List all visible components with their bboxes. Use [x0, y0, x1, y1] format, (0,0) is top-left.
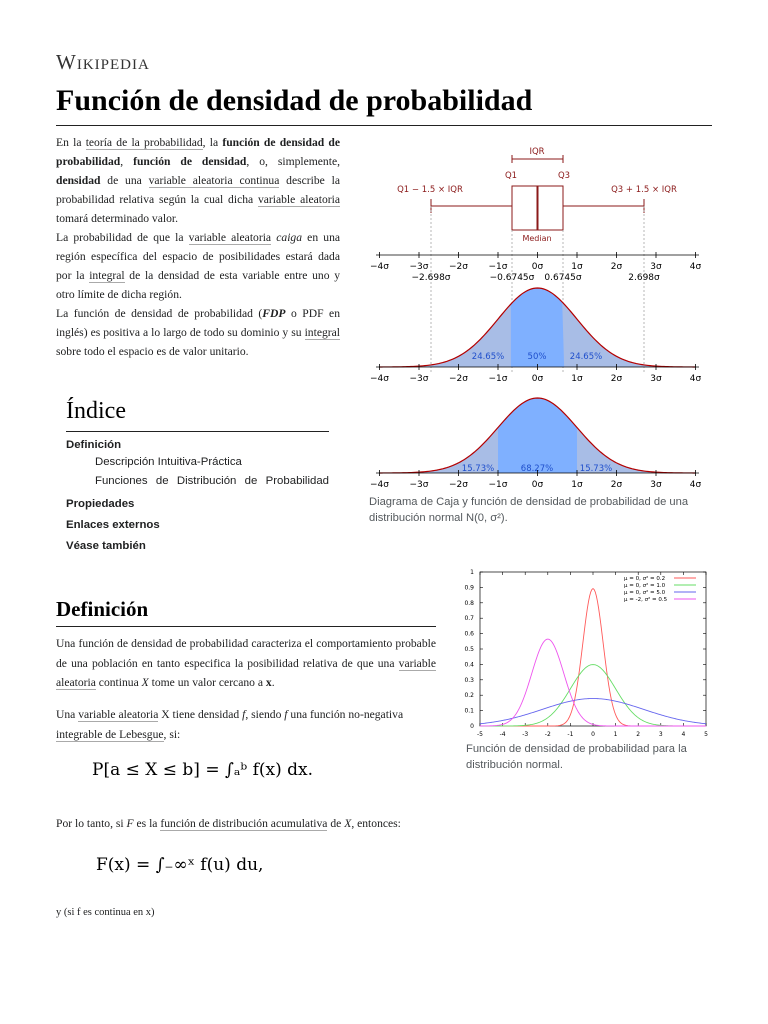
link-continuous-random-variable[interactable]: variable aleatoria continua	[148, 174, 280, 187]
italic-term: caiga	[276, 231, 303, 244]
table-of-contents	[66, 437, 329, 555]
axis-tick-label: 0σ	[531, 374, 544, 384]
intro-paragraph-2	[56, 228, 340, 304]
mark-06745: 0.6745σ	[544, 273, 582, 283]
link-integral[interactable]: integral	[89, 269, 125, 282]
pdf1-label-left: 24.65%	[471, 352, 505, 362]
definition-paragraph-2	[56, 705, 436, 744]
upper-whisker-label: Q3 + 1.5 × IQR	[611, 185, 677, 195]
text: , entonces:	[351, 817, 401, 830]
plot-frame	[480, 572, 706, 726]
axis-tick-label: 2σ	[610, 374, 623, 384]
y-tick-label: 0.4	[464, 661, 474, 669]
text: , o, simplemente,	[246, 155, 340, 168]
legend-label-2: μ = 0, σ² = 5.0	[624, 590, 666, 596]
var-X: X	[141, 676, 149, 689]
pdf2-label-left: 15.73%	[461, 464, 495, 474]
y-tick-label: 0.8	[464, 599, 474, 607]
toc-title: Índice	[66, 398, 126, 424]
axis-tick-label: 0σ	[531, 262, 544, 272]
text: en una región específica del espacio de posibilidades estará dada por la	[56, 231, 341, 282]
text: tome un valor cercano a	[148, 676, 266, 689]
text: , si:	[163, 727, 181, 741]
legend-label-1: μ = 0, σ² = 1.0	[624, 583, 666, 589]
bold-term: FDP	[262, 307, 286, 320]
axis-tick-label: 3σ	[650, 374, 662, 384]
x-tick-label: 3	[658, 731, 663, 738]
x-tick-label: 0	[591, 731, 595, 738]
text: Una	[56, 708, 79, 721]
legend-label-0: μ = 0, σ² = 0.2	[624, 576, 666, 582]
text: de una	[100, 174, 149, 187]
axis-tick-label: 4σ	[689, 262, 702, 272]
axis-tick-label: −1σ	[488, 262, 508, 272]
mark-minus-06745: −0.6745σ	[489, 273, 535, 283]
axis-tick-label: 1σ	[571, 374, 583, 384]
text: una función no-negativa	[287, 708, 404, 721]
text: , siendo	[245, 708, 285, 721]
axis-tick-label: 3σ	[650, 262, 662, 272]
text: de la densidad de esta variable entre uno y otro límite de dicha región.	[56, 269, 340, 301]
toc-item-definicion[interactable]: Definición	[66, 439, 122, 451]
x-tick-label: -2	[544, 731, 551, 738]
y-tick-label: 0.9	[464, 584, 474, 592]
bold-term: función de densidad de probabilidad	[56, 136, 341, 168]
link-random-variable[interactable]: variable aleatoria	[78, 708, 159, 721]
intro-text	[56, 133, 340, 361]
link-random-variable[interactable]: variable aleatoria	[56, 656, 436, 689]
sigma-axis-middle	[370, 364, 701, 384]
x-tick-label: -4	[499, 731, 506, 738]
pdf1-label-right: 24.65%	[569, 352, 603, 362]
text: o PDF en inglés) es positiva a lo largo de todo su dominio y su	[56, 307, 340, 339]
sigma-axis-top	[370, 252, 701, 272]
link-probability-theory[interactable]: teoría de la probabilidad	[85, 136, 203, 149]
x-tick-label: -1	[567, 731, 574, 738]
x-tick-label: 5	[704, 731, 708, 738]
text: Por lo tanto, si	[56, 817, 127, 830]
text: de	[327, 817, 345, 830]
pdf-sigma	[380, 398, 696, 473]
sigma-marks	[411, 273, 660, 283]
toc-subitem-funciones: Funciones de Distribución de Probabilidad	[95, 475, 329, 487]
section-heading-definicion: Definición	[56, 597, 149, 621]
pdf-center-area	[498, 398, 577, 473]
axis-tick-label: −3σ	[409, 374, 429, 384]
axis-tick-label: −2σ	[449, 480, 468, 490]
text: sobre todo el espacio es de valor unitario.	[56, 345, 249, 358]
axis-tick-label: −1σ	[488, 374, 508, 384]
toc-item-propiedades[interactable]: Propiedades	[66, 498, 135, 510]
y-tick-label: 0.2	[464, 692, 474, 700]
text: La función de densidad de probabilidad (	[56, 307, 263, 320]
axis-tick-label: 2σ	[610, 262, 623, 272]
text: .	[271, 676, 275, 689]
text: , la	[202, 136, 223, 149]
y-tick-label: 1	[470, 569, 474, 576]
equation-probability-integral: P[a ≤ X ≤ b] = ∫ₐᵇ f(x) dx.	[92, 760, 314, 780]
intro-paragraph-1	[56, 133, 340, 228]
text: tomará determinado valor.	[56, 212, 179, 225]
x-tick-label: -5	[477, 731, 483, 738]
y-tick-label: 0.1	[464, 707, 474, 715]
toc-subitem-funciones-line1[interactable]	[95, 474, 329, 488]
pdf2-labels	[462, 464, 612, 474]
title-divider	[56, 125, 712, 126]
axis-tick-label: −3σ	[409, 480, 429, 490]
legend-label-3: μ = -2, σ² = 0.5	[624, 597, 668, 603]
axis-tick-label: 0σ	[531, 480, 544, 490]
link-random-variable[interactable]: variable aleatoria	[257, 193, 341, 206]
text: continua	[95, 676, 142, 689]
iqr-label: IQR	[529, 147, 545, 157]
text: ,	[120, 155, 134, 168]
var-f: f	[284, 708, 288, 721]
q1-label: Q1	[504, 171, 518, 181]
equation-cdf: F(x) = ∫₋∞ˣ f(u) du,	[96, 855, 264, 875]
axis-tick-label: −4σ	[370, 480, 389, 490]
text: X tiene densidad	[158, 708, 243, 721]
boxplot-pdf-figure[interactable]	[366, 140, 712, 490]
definition-paragraph-4: y (si f es continua en x)	[56, 907, 155, 918]
axis-tick-label: −2σ	[449, 262, 468, 272]
var-F: F	[126, 817, 134, 830]
axis-tick-label: 4σ	[689, 480, 702, 490]
x-tick-label: 1	[613, 731, 618, 738]
var-f: f	[242, 708, 246, 721]
axis-tick-label: 1σ	[571, 480, 583, 490]
page-title: Función de densidad de probabilidad	[56, 84, 533, 117]
intro-paragraph-3	[56, 304, 340, 361]
x-tick-label: -3	[522, 731, 529, 738]
x-tick-label: 4	[681, 731, 686, 738]
mark-2698: 2.698σ	[628, 273, 660, 283]
definition-paragraph-3	[56, 814, 436, 834]
link-cumulative-distribution[interactable]: función de distribución acumulativa	[160, 817, 328, 830]
link-lebesgue-integrable[interactable]: integrable de Lebesgue	[56, 727, 164, 741]
mark-minus-2698: −2.698σ	[411, 273, 451, 283]
axis-tick-label: −3σ	[409, 262, 429, 272]
link-random-variable[interactable]: variable aleatoria	[188, 231, 272, 244]
lower-whisker-label: Q1 − 1.5 × IQR	[397, 185, 463, 195]
y-tick-label: 0.6	[464, 630, 474, 638]
pdf1-labels	[472, 352, 602, 362]
wikipedia-logo[interactable]: Wikipedia	[56, 50, 150, 74]
x-tick-label: 2	[636, 731, 641, 738]
axis-tick-label: −1σ	[488, 480, 508, 490]
y-tick-label: 0.5	[464, 646, 474, 653]
text: Una función de densidad de probabilidad caracteriza el comportamiento probable de una población en tanto especifica la posibilidad relativa de que una	[56, 637, 436, 670]
y-tick-label: 0.3	[464, 676, 474, 684]
toc-divider	[66, 431, 329, 432]
median-label: Median	[522, 234, 552, 243]
pdf1-label-center: 50%	[527, 352, 547, 362]
pdf2-label-right: 15.73%	[579, 464, 613, 474]
figure2-caption: Función de densidad de probabilidad para la distribución normal.	[466, 743, 687, 771]
section-divider	[56, 626, 436, 627]
figure1-caption: Diagrama de Caja y función de densidad de probabilidad de una distribución normal N(0, σ²).	[369, 496, 689, 524]
axis-tick-label: 3σ	[650, 480, 662, 490]
toc-item-enlaces-externos[interactable]: Enlaces externos	[66, 519, 160, 531]
y-tick-label: 0	[470, 723, 474, 730]
axis-tick-label: −4σ	[370, 262, 389, 272]
bold-term: densidad	[56, 174, 101, 187]
var-x: x	[265, 676, 272, 689]
y-tick-label: 0.7	[464, 615, 474, 623]
text: describe la probabilidad relativa según la cual dicha	[56, 174, 340, 206]
axis-tick-label: 2σ	[610, 480, 623, 490]
text: es la	[133, 817, 161, 830]
normal-distribution-chart[interactable]	[456, 560, 712, 744]
text: La probabilidad de que la	[56, 231, 189, 244]
boxplot	[397, 147, 677, 243]
bold-term: función de densidad	[133, 155, 247, 168]
axis-tick-label: −2σ	[449, 374, 468, 384]
sigma-axis-bottom	[370, 470, 701, 490]
link-integral[interactable]: integral	[304, 326, 340, 339]
q3-label: Q3	[557, 171, 571, 181]
toc-item-vease-tambien[interactable]: Véase también	[66, 540, 146, 552]
toc-subitem-descripcion[interactable]: Descripción Intuitiva-Práctica	[95, 456, 242, 468]
axis-tick-label: 1σ	[571, 262, 583, 272]
axis-tick-label: −4σ	[370, 374, 389, 384]
definition-paragraph-1	[56, 634, 436, 693]
text: En la	[56, 136, 86, 149]
var-X: X	[344, 817, 352, 830]
axis-tick-label: 4σ	[689, 374, 702, 384]
pdf2-label-center: 68.27%	[520, 464, 554, 474]
